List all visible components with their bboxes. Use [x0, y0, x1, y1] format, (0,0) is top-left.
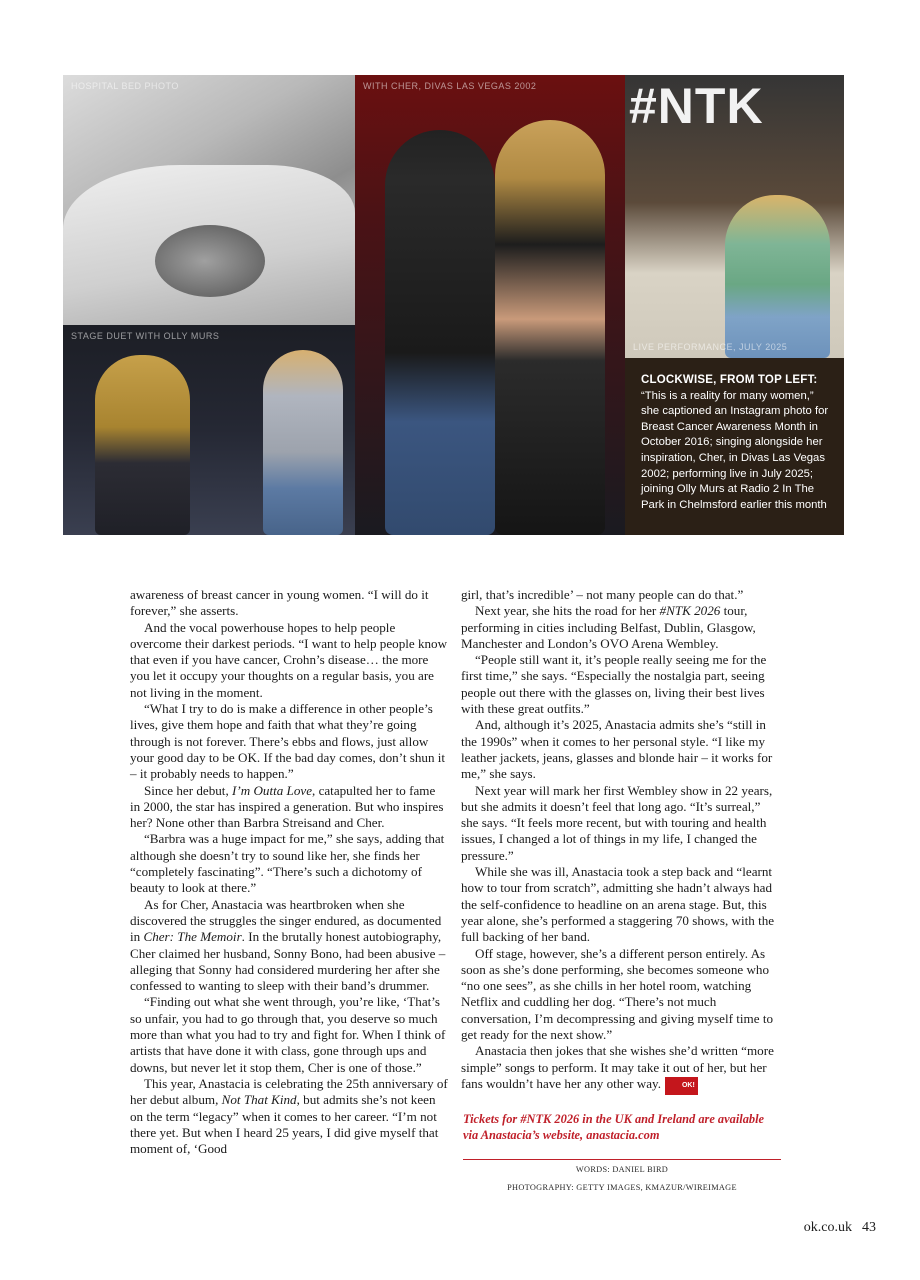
caption-heading: CLOCKWISE, FROM TOP LEFT: — [641, 374, 818, 386]
paragraph: girl, that’s incredible’ – not many people can do that.” — [461, 587, 744, 602]
photo-shape — [495, 120, 605, 535]
ok-end-mark-icon: OK! — [665, 1077, 698, 1095]
footer-site: ok.co.uk — [803, 1220, 852, 1235]
credit-words: WORDS: DANIEL BIRD — [575, 1165, 669, 1174]
paragraph: Off stage, however, she’s a different person entirely. As soon as she’s done performing, she becomes someone who “no one sees”, as she chills in her hotel room, watching Netflix and cuddling her dog. “There’s not much conversation, I’m decompressing and giving myself time to get ready for the next show.” — [461, 945, 773, 1043]
text-run: tour, performing in cities including Belfast, Dublin, Glasgow, Manchester and London’s OVO Arena Wembley. — [461, 603, 756, 651]
photo-cher-duet — [355, 75, 625, 535]
paragraph: “Finding out what she went through, you’re like, ‘That’s so unfair, you had to go through that, you deserve so much more than what you had to try and fight for. When I think of artists that have done it with class, gone through ups and downs, but never let it stop them, Cher is one of those.” — [130, 994, 446, 1075]
photo-caption-box — [625, 358, 844, 535]
album-title: Not That Kind — [221, 1092, 297, 1108]
photo-shape — [263, 350, 343, 535]
paragraph: “What I try to do is make a difference in other people’s lives, give them hope and faith that what they’re going through is not forever. There’s ebbs and flows, just allow your good day to be OK. If the bad day comes, don’t shun it – it probably needs to happen.” — [130, 701, 446, 782]
page-number: 43 — [862, 1220, 876, 1235]
article-column-2 — [461, 587, 781, 1095]
paragraph — [130, 1076, 448, 1157]
paragraph — [461, 1043, 781, 1095]
photo-shape — [95, 355, 190, 535]
paragraph: And, although it’s 2025, Anastacia admits she’s “still in the 1990s” when it comes to her personal style. “I like my leather jackets, jeans, glasses and blonde hair – it works for me,” she says. — [461, 717, 773, 782]
paragraph — [130, 783, 448, 832]
photo-shape — [155, 225, 265, 297]
tickets-note: Tickets for #NTK 2026 in the UK and Ireland are available via Anastacia’s website, anastacia.com — [463, 1112, 765, 1142]
photo-shape — [385, 130, 495, 535]
paragraph: “People still want it, it’s people really seeing me for the first time,” she says. “Especially the nostalgia part, seeing people out there with the glasses on, living their best lives with these great outfits.” — [461, 652, 767, 717]
credit-photography: PHOTOGRAPHY: GETTY IMAGES, KMAZUR/WIREIMAGE — [507, 1183, 737, 1192]
photo-hospital-bed — [63, 75, 355, 325]
paragraph: awareness of breast cancer in young women. “I will do it forever,” she asserts. — [130, 587, 429, 619]
caption-body: “This is a reality for many women,” she captioned an Instagram photo for Breast Cancer Awareness Month in October 2016; singing alongside her inspiration, Cher, in Divas Las Vegas 2002; performing live in July 2025; joining Olly Murs at Radio 2 In The Park in Chelmsford earlier this month — [641, 389, 829, 511]
text-run: As for Cher, Anastacia was heartbroken when she discovered the struggles the singer endured, as documented in — [130, 896, 442, 945]
photo-live-2025 — [625, 75, 844, 358]
article-column-1 — [130, 587, 448, 1157]
divider — [463, 1159, 781, 1160]
photo-label: LIVE PERFORMANCE, JULY 2025 — [633, 342, 788, 352]
text-run: Anastacia then jokes that she wishes she’d written “more simple” songs to perform. It may take it out of her, but her fans wouldn’t have her any other way. — [461, 1043, 774, 1091]
text-run: . In the brutally honest autobiography, Cher claimed her husband, Sonny Bono, had been abusive – alleging that Sonny had considered murdering her after she confessed to wanting to sleep with their band’s drummer. — [130, 929, 446, 994]
stage-sign: #NTK — [629, 78, 764, 134]
paragraph: And the vocal powerhouse hopes to help people overcome their darkest periods. “I want to help people know that even if you have cancer, Crohn’s disease… the more you let it occupy your thoughts on a regular basis, you are not living in the moment. — [130, 619, 448, 700]
paragraph — [130, 897, 448, 995]
text-run: , catapulted her to fame in 2000, the star has inspired a generation. But who inspires her? None other than Barbra Streisand and Cher. — [130, 782, 444, 831]
book-title: Cher: The Memoir — [143, 929, 242, 945]
text-run: This year, Anastacia is celebrating the 25th anniversary of her debut album, — [130, 1075, 448, 1108]
photo-olly-murs-duet — [63, 325, 355, 535]
photo-label: HOSPITAL BED PHOTO — [71, 81, 179, 91]
song-title: I’m Outta Love — [232, 782, 313, 798]
text-run: Since her debut, — [144, 782, 232, 798]
photo-label: WITH CHER, DIVAS LAS VEGAS 2002 — [363, 81, 537, 91]
paragraph: “Barbra was a huge impact for me,” she says, adding that although she doesn’t try to sound like her, she finds her “completely fascinating”. “There’s such a dichotomy of beauty to look at there.” — [130, 831, 445, 896]
photo-label: STAGE DUET WITH OLLY MURS — [71, 331, 220, 341]
photo-shape — [725, 195, 830, 358]
tour-title: #NTK 2026 — [659, 603, 721, 619]
text-run: , but admits she’s not keen on the term “legacy” when it comes to her career. “I’m not there yet. But when I heard 25 years, I did give myself that moment of, ‘Good — [130, 1092, 439, 1157]
paragraph: While she was ill, Anastacia took a step back and “learnt how to tour from scratch”, admitting she hadn’t always had the self-confidence to headline on an arena stage. But, this year alone, she’s performed a staggering 70 shows, with the full backing of her band. — [461, 864, 775, 945]
text-run: Next year, she hits the road for her — [475, 603, 660, 619]
paragraph: Next year will mark her first Wembley show in 22 years, but she admits it doesn’t feel that long ago. “It’s surreal,” she says. “It feels more recent, but with touring and health issues, I changed a lot of things in my life, I changed the pressure.” — [461, 782, 773, 863]
paragraph — [461, 603, 781, 652]
page-footer — [804, 1220, 876, 1236]
